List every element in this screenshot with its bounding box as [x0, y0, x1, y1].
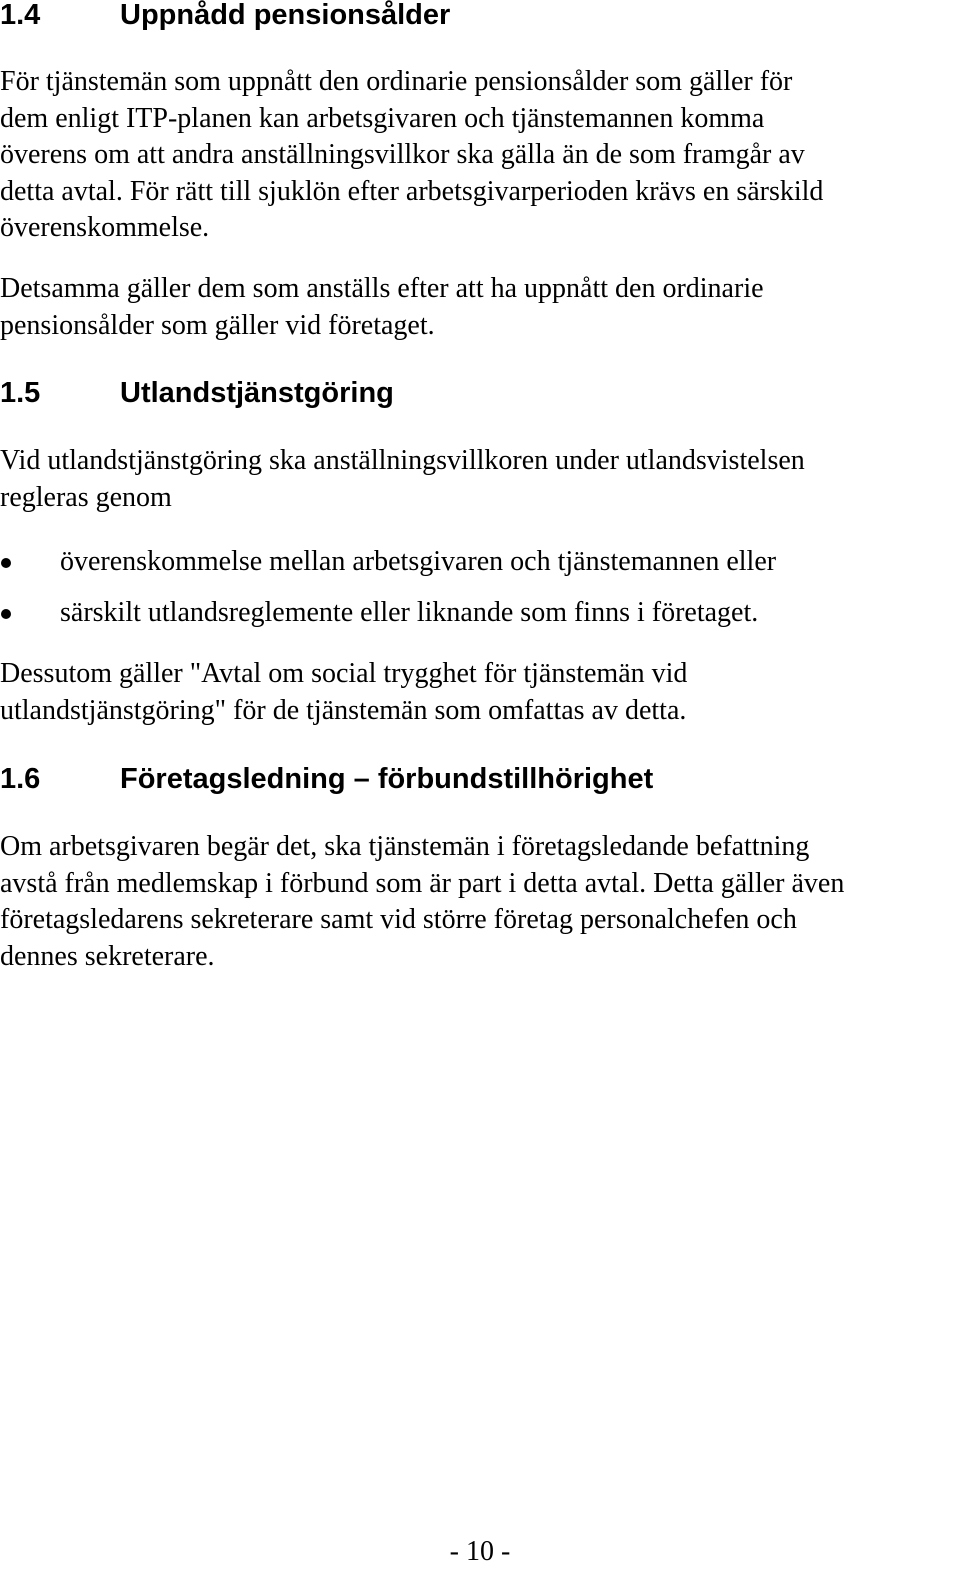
text-line: Om arbetsgivaren begär det, ska tjänstemän i företagsledande befattning	[0, 831, 810, 862]
section-heading-1-6	[0, 761, 653, 797]
section-number: 1.5	[0, 377, 41, 409]
section-title: Företagsledning – förbundstillhörighet	[120, 763, 654, 795]
section-title: Uppnådd pensionsålder	[120, 0, 451, 31]
list-item-text: överenskommelse mellan arbetsgivaren och tjänstemannen eller	[60, 546, 777, 577]
paragraph-same-applies	[0, 271, 764, 344]
section-number: 1.4	[0, 0, 41, 31]
text-line: regleras genom	[0, 481, 172, 513]
list-item-text: särskilt utlandsreglemente eller liknande som finns i företaget.	[60, 597, 759, 628]
text-line: pensionsålder som gäller vid företaget.	[0, 309, 435, 341]
text-line: För tjänstemän som uppnått den ordinarie pensionsålder som gäller för	[0, 66, 793, 97]
text-line: Dessutom gäller "Avtal om social trygghet för tjänstemän vid	[0, 658, 688, 689]
bullet-icon	[1, 558, 11, 568]
paragraph-pension-age	[0, 64, 823, 247]
section-title: Utlandstjänstgöring	[120, 377, 394, 409]
text-line: avstå från medlemskap i förbund som är part i detta avtal. Detta gäller även	[0, 867, 845, 899]
text-line: dem enligt ITP-planen kan arbetsgivaren och tjänstemannen komma	[0, 102, 765, 134]
text-line: dennes sekreterare.	[0, 940, 215, 972]
text-line: utlandstjänstgöring" för de tjänstemän som omfattas av detta.	[0, 694, 687, 726]
text-line: företagsledarens sekreterare samt vid större företag personalchefen och	[0, 904, 797, 935]
section-heading-1-4	[0, 0, 450, 33]
text-line: överens om att andra anställningsvillkor ska gälla än de som framgår av	[0, 139, 805, 170]
paragraph-management	[0, 829, 844, 975]
paragraph-foreign-service-intro	[0, 443, 805, 516]
section-number: 1.6	[0, 763, 41, 795]
text-line: detta avtal. För rätt till sjuklön efter arbetsgivarperioden krävs en särskild	[0, 175, 824, 207]
text-line: Detsamma gäller dem som anställs efter att ha uppnått den ordinarie	[0, 273, 764, 304]
bullet-icon	[1, 609, 11, 619]
section-heading-1-5	[0, 375, 394, 411]
text-line: överenskommelse.	[0, 212, 210, 243]
text-line: Vid utlandstjänstgöring ska anställningsvillkoren under utlandsvistelsen	[0, 445, 805, 476]
paragraph-social-security	[0, 656, 687, 729]
page-number: - 10 -	[449, 1536, 511, 1567]
